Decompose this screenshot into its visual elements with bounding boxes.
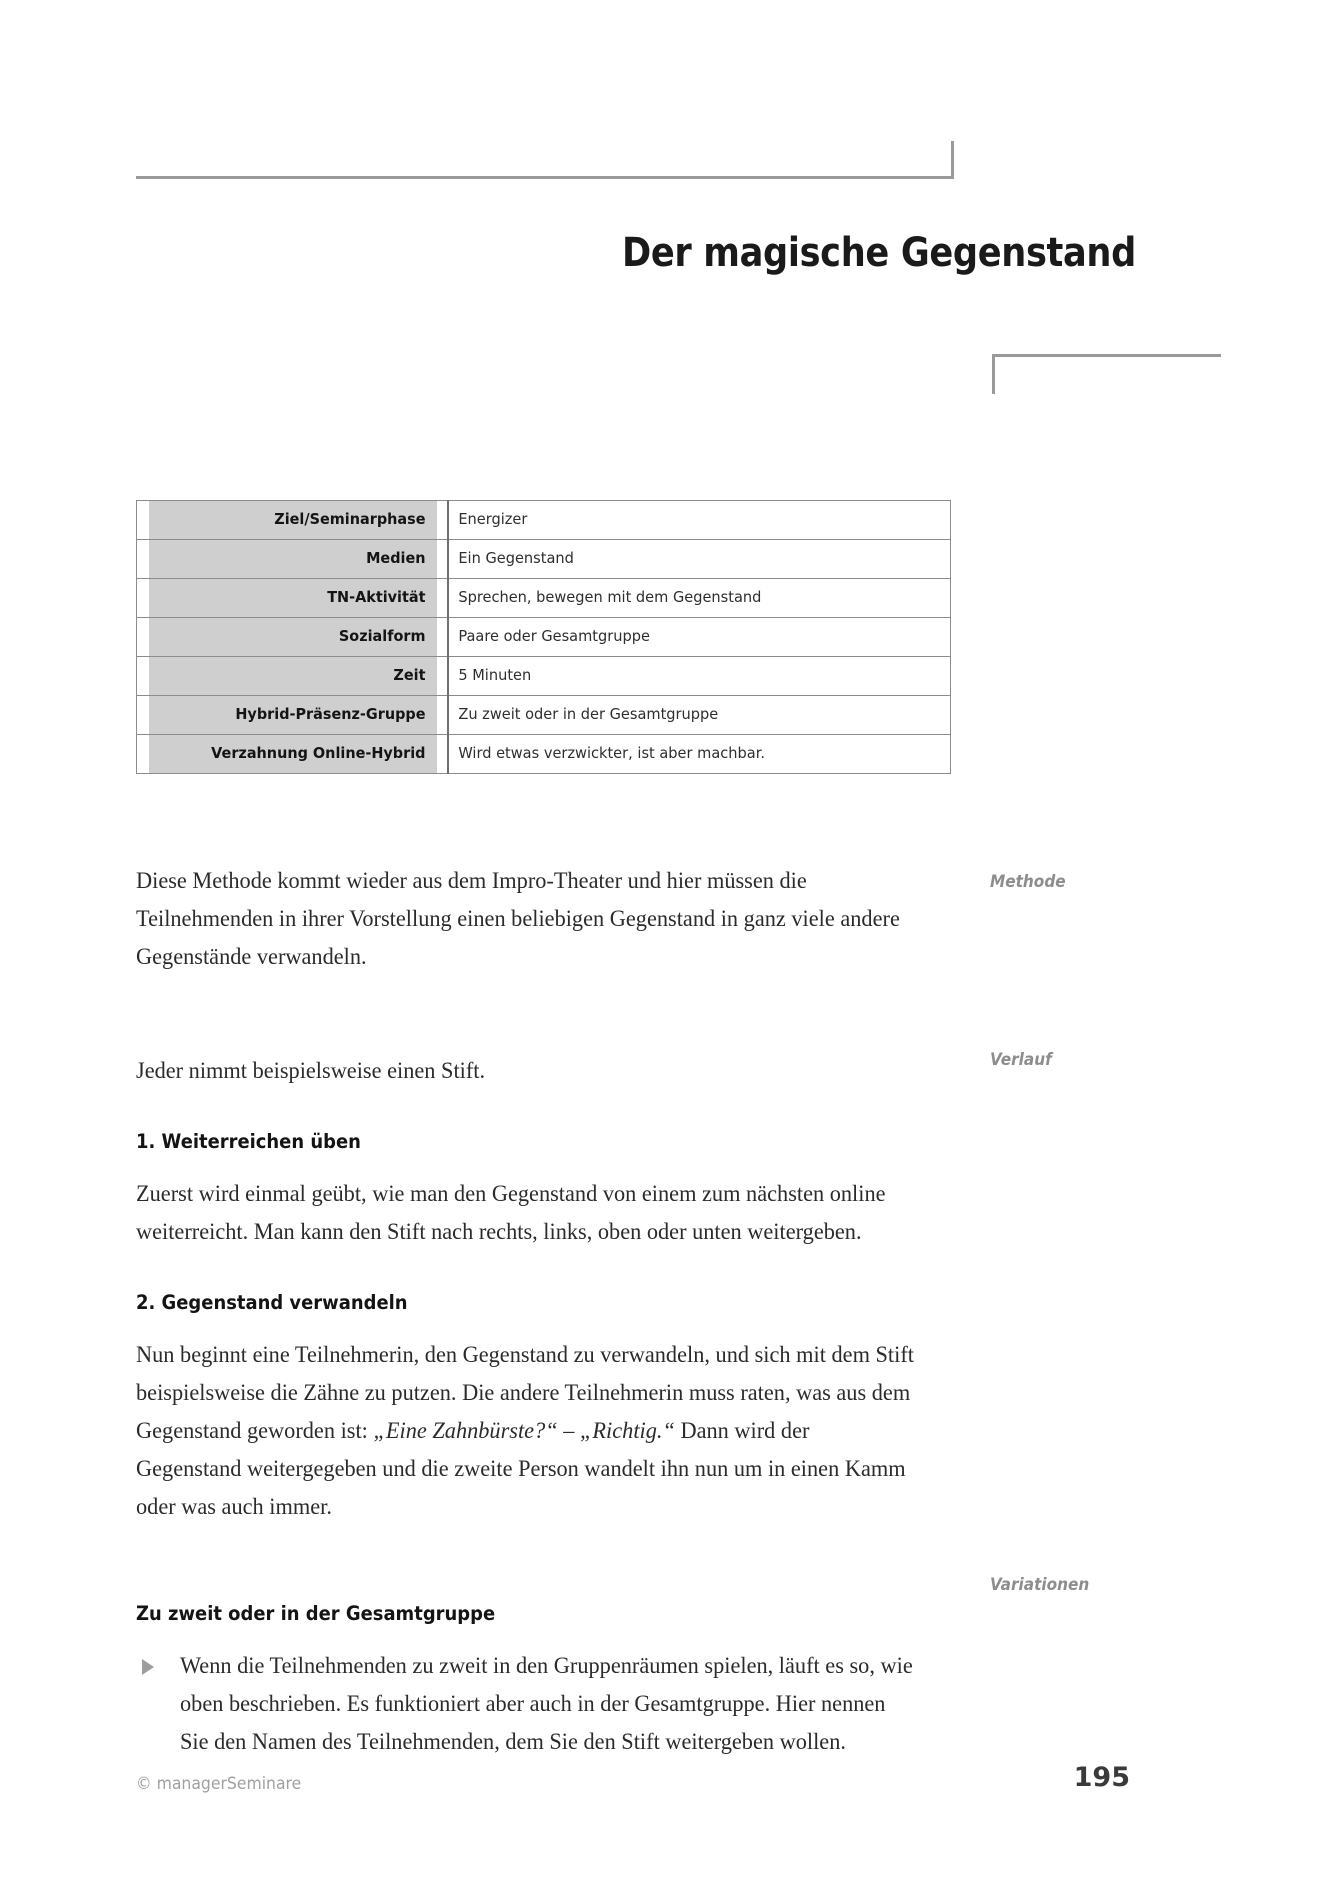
spacer — [136, 976, 956, 1052]
table-row-value: Sprechen, bewegen mit dem Gegenstand — [448, 579, 920, 618]
table-row-label: Sozialform — [147, 618, 437, 657]
table-row — [137, 579, 951, 618]
footer-copyright: © managerSeminare — [136, 1774, 302, 1794]
spacer — [136, 1314, 956, 1336]
spacer — [136, 1251, 956, 1291]
decorative-rule-mid-right — [992, 354, 1221, 357]
margin-note-variationen: Variationen — [990, 1575, 1090, 1595]
table-row — [137, 657, 951, 696]
table-row-value: Zu zweit oder in der Gesamtgruppe — [448, 696, 920, 735]
table-row-value: Energizer — [448, 501, 920, 540]
table-row-value: 5 Minuten — [448, 657, 920, 696]
main-content-column — [136, 862, 956, 1761]
table-row-label: Verzahnung Online-Hybrid — [147, 735, 437, 774]
step2-quote-answer: „Richtig.“ — [579, 1418, 675, 1444]
margin-note-methode: Methode — [990, 872, 1066, 892]
method-info-table-body — [137, 501, 951, 774]
spacer — [136, 1625, 956, 1647]
method-info-table — [136, 500, 951, 774]
variations-bullet-list — [136, 1647, 956, 1761]
margin-note-verlauf: Verlauf — [990, 1050, 1052, 1070]
list-item-text: Wenn die Teilnehmenden zu zweit in den Gruppenräumen spielen, läuft es so, wie oben beschrieben. Es funktioniert aber auch in der Gesamtgruppe. Hier nennen Sie den Namen des Teilnehmenden, dem Sie den Stift weitergeben wollen. — [180, 1653, 913, 1755]
table-row — [137, 735, 951, 774]
spacer — [136, 1526, 956, 1602]
decorative-rule-top-left-riser — [951, 141, 954, 179]
step2-heading: 2. Gegenstand verwandeln — [136, 1291, 408, 1314]
footer-page-number: 195 — [1073, 1762, 1130, 1793]
decorative-rule-top-left — [136, 176, 954, 179]
table-row-label: Ziel/Seminarphase — [147, 501, 437, 540]
table-row-label: TN-Aktivität — [147, 579, 437, 618]
table-row — [137, 540, 951, 579]
table-row-label: Medien — [147, 540, 437, 579]
table-row-value: Wird etwas verzwickter, ist aber machbar. — [448, 735, 920, 774]
table-row — [137, 618, 951, 657]
step2-quote-question: „Eine Zahnbürste?“ — [373, 1418, 558, 1444]
step1-paragraph: Zuerst wird einmal geübt, wie man den Gegenstand von einem zum nächsten online weiterreicht. Man kann den Stift nach rechts, links, oben oder unten weitergeben. — [136, 1181, 886, 1245]
table-row — [137, 696, 951, 735]
page-title: Der magische Gegenstand — [621, 230, 1136, 276]
step2-text-part2: Dann wird der Gegenstand weitergegeben und die zweite Person wandelt ihn nun um in einen Kamm oder was auch immer. — [136, 1418, 906, 1520]
decorative-rule-mid-right-dropper — [992, 354, 995, 394]
variations-heading: Zu zweit oder in der Gesamtgruppe — [136, 1602, 496, 1625]
step2-text-part1: Nun beginnt eine Teilnehmerin, den Gegenstand zu verwandeln, und sich mit dem Stift beispielsweise die Zähne zu putzen. Die andere Teilnehmerin muss raten, was aus dem Gegenstand geworden ist: — [136, 1342, 914, 1444]
table-row-label: Zeit — [147, 657, 437, 696]
table-row-label: Hybrid-Präsenz-Gruppe — [147, 696, 437, 735]
table-row-value: Paare oder Gesamtgruppe — [448, 618, 920, 657]
verlauf-intro-paragraph: Jeder nimmt beispielsweise einen Stift. — [136, 1058, 486, 1084]
triangle-bullet-icon — [142, 1659, 154, 1675]
table-row-value: Ein Gegenstand — [448, 540, 920, 579]
list-item — [136, 1647, 956, 1761]
spacer — [136, 1090, 956, 1130]
table-row — [137, 501, 951, 540]
spacer — [136, 1153, 956, 1175]
step2-paragraph — [136, 1336, 915, 1526]
intro-paragraph: Diese Methode kommt wieder aus dem Impro-Theater und hier müssen die Teilnehmenden in ihrer Vorstellung einen beliebigen Gegenstand in ganz viele andere Gegenstände verwandeln. — [136, 868, 900, 970]
step2-dash: – — [557, 1418, 580, 1444]
step1-heading: 1. Weiterreichen üben — [136, 1130, 361, 1153]
